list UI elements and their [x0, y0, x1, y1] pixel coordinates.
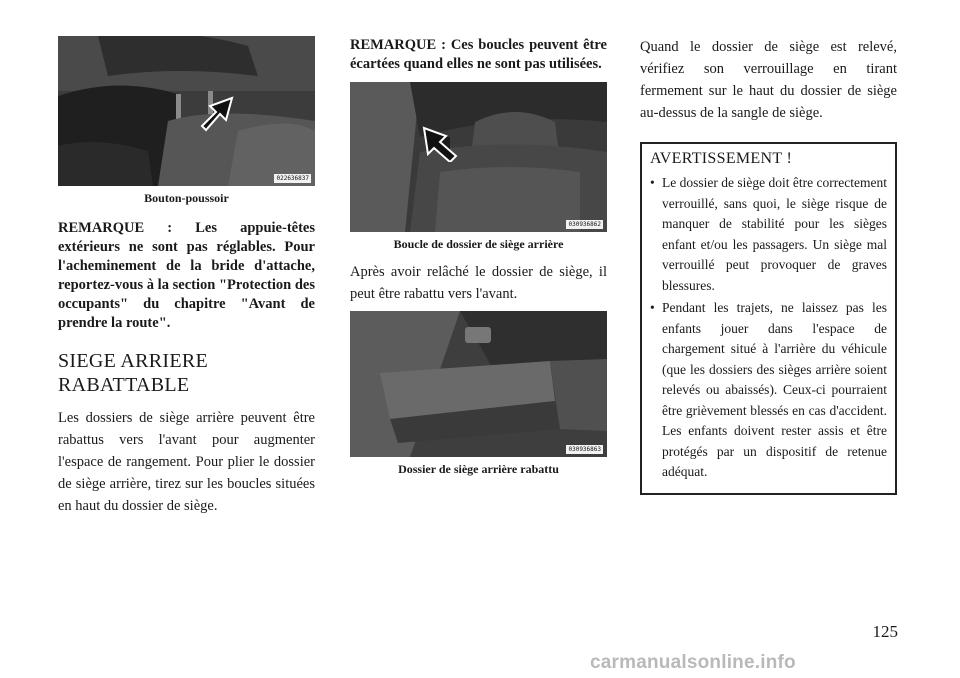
section-title-line1: SIEGE ARRIERE [58, 350, 209, 372]
warning-title: AVERTISSEMENT ! [650, 150, 793, 167]
body-paragraph: Quand le dossier de siège est relevé, vérifiez son verrouillage en tirant fermement sur le haut du dossier de siège au-dessus de la sangle de siège. [640, 39, 897, 121]
folded-seatback-illustration [350, 311, 607, 457]
photo-caption: Boucle de dossier de siège arrière [393, 237, 564, 251]
warning-box [640, 142, 897, 495]
section-title [58, 349, 315, 397]
headrest-photo [58, 36, 315, 186]
warning-item: • Le dossier de siège doit être correctement verrouillé, sans quoi, le siège risque de manquer de stabilité pour les sièges enfant et/ou les passagers. Un siège mal verrouillé peut provoquer de graves blessures. [650, 173, 887, 296]
arrow-icon [198, 92, 246, 132]
photo-caption: Dossier de siège arrière rabattu [398, 462, 559, 476]
photo-code: 022636837 [276, 175, 309, 182]
warning-item: • Pendant les trajets, ne laissez pas les enfants jouer dans l'espace de chargement situé à l'arrière du véhicule (que les dossiers des sièges arrière soient relevés ou abaissés). Ceux-ci pourraient être grièvement blessés en cas d'accident. Les enfants doivent rester assis et être protégés par un dispositif de retenue adéquat. [650, 298, 887, 483]
headrest-illustration [58, 36, 315, 186]
body-paragraph: Après avoir relâché le dossier de siège, il peut être rabattu vers l'avant. [350, 264, 607, 302]
column-middle [350, 36, 607, 477]
folded-seatback-photo [350, 311, 607, 457]
seatback-buckle-photo [350, 82, 607, 232]
column-left [58, 36, 315, 517]
photo-caption: Bouton-poussoir [144, 191, 229, 205]
warning-list [650, 173, 887, 483]
column-right [640, 36, 897, 495]
body-paragraph: Les dossiers de siège arrière peuvent être rabattus vers l'avant pour augmenter l'espace de rangement. Pour plier le dossier de siège arrière, tirez sur les boucles situées en haut du dossier de siège. [58, 410, 315, 514]
watermark: carmanualsonline.info [590, 652, 796, 673]
seatback-buckle-illustration [350, 82, 607, 232]
note-headrests: REMARQUE : Les appuie-têtes extérieurs ne sont pas réglables. Pour l'acheminement de la bride d'attache, reportez-vous à la section "Protection des occupants" du chapitre "Avant de prendre la route". [58, 220, 315, 331]
note-buckles: REMARQUE : Ces boucles peuvent être écartées quand elles ne sont pas utilisées. [350, 37, 607, 72]
photo-code: 030936862 [568, 221, 601, 228]
arrow-icon [420, 122, 468, 162]
section-title-line2: RABATTABLE [58, 374, 190, 396]
photo-code: 030936863 [568, 446, 601, 453]
page-number: 125 [872, 622, 898, 641]
